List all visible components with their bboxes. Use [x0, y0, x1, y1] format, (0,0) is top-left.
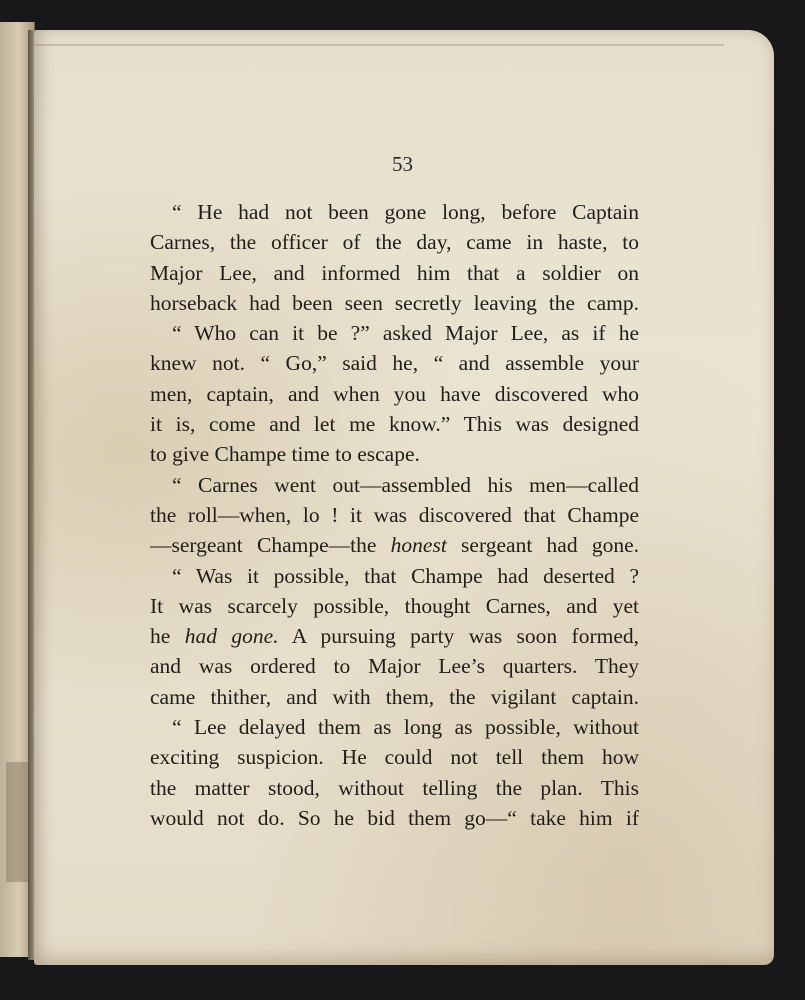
page-top-edge [34, 44, 724, 46]
text-line: exciting suspicion. He could not tell them how [150, 745, 639, 770]
text-line: knew not. “ Go,” said he, “ and assemble your [150, 351, 639, 376]
text-line: the roll—when, lo ! it was discovered that Champe [150, 502, 639, 527]
text-line: —sergeant Champe—the honest sergeant had gone. [150, 533, 639, 558]
italic-emphasis: honest [390, 533, 447, 558]
text-line: Carnes, the officer of the day, came in haste, to [150, 230, 639, 255]
text-line: “ Was it possible, that Champe had deserted ? [172, 563, 639, 588]
text-line: horseback had been seen secretly leaving the camp. [150, 290, 639, 315]
text-line: “ Who can it be ?” asked Major Lee, as if he [172, 321, 639, 346]
text-line: Major Lee, and informed him that a soldier on [150, 260, 639, 285]
body-text [150, 197, 639, 833]
page-number: 53 [392, 152, 413, 176]
text-line: to give Champe time to escape. [150, 442, 420, 467]
text-line: would not do. So he bid them go—“ take him if [150, 805, 639, 830]
text-line: “ He had not been gone long, before Captain [172, 200, 639, 224]
text-line: it is, come and let me know.” This was designed [150, 412, 639, 437]
text-line: came thither, and with them, the vigilant captain. [150, 684, 639, 709]
text-line: “ Carnes went out—assembled his men—called [172, 472, 639, 497]
text-line: “ Lee delayed them as long as possible, without [172, 715, 639, 740]
text-line: It was scarcely possible, thought Carnes, and yet [150, 593, 639, 618]
book-page [34, 30, 774, 965]
text-line: he had gone. A pursuing party was soon formed, [150, 624, 639, 649]
italic-emphasis: had gone. [184, 624, 279, 649]
torn-page-edge [6, 762, 28, 882]
text-line: the matter stood, without telling the plan. This [150, 775, 639, 800]
text-line: men, captain, and when you have discovered who [150, 381, 639, 406]
text-line: and was ordered to Major Lee’s quarters. They [150, 654, 639, 679]
